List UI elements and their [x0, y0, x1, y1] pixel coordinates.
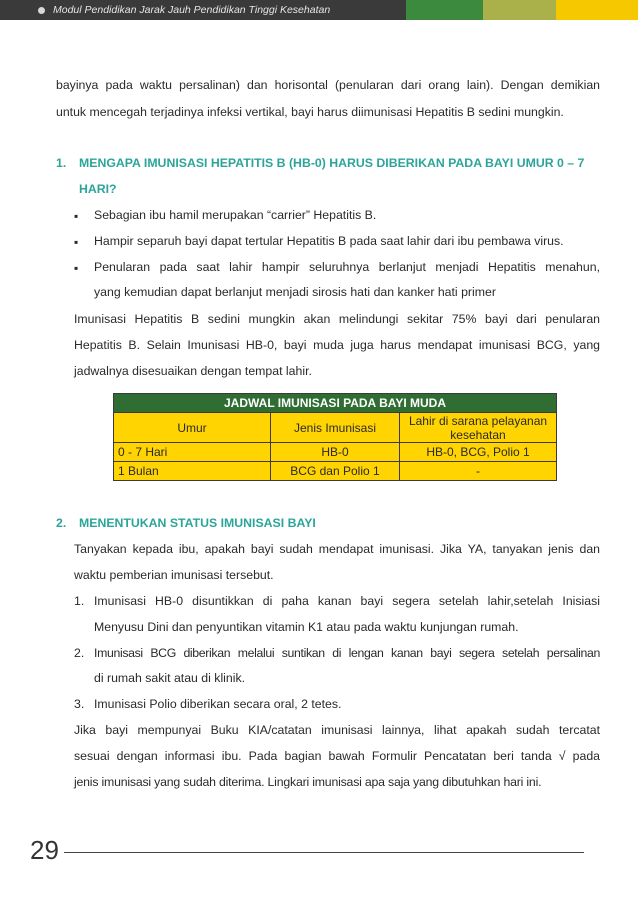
cell-umur: 0 - 7 Hari	[114, 443, 271, 462]
header-green-block	[406, 0, 483, 20]
list-item-line1: Imunisasi HB-0 disuntikkan di paha kanan bayi segera setelah lahir,setelah Inisiasi	[94, 594, 600, 608]
section2-para1-line2: waktu pemberian imunisasi tersebut.	[74, 568, 274, 582]
intro-line-1: bayinya pada waktu persalinan) dan horisontal (penularan dari orang lain). Dengan demikian	[56, 78, 600, 92]
bullet-marker: ▪	[74, 209, 79, 223]
column-header-umur: Umur	[114, 413, 271, 443]
list-item-number: 3.	[74, 697, 85, 711]
footer-rule	[64, 852, 584, 853]
intro-line-2: untuk mencegah terjadinya infeksi vertikal, bayi harus diimunisasi Hepatitis B sedini mungkin.	[56, 105, 564, 119]
header-bar	[0, 0, 638, 20]
column-header-lahir-line2: kesehatan	[450, 427, 506, 442]
section1-title-line2: HARI?	[79, 182, 117, 196]
section2-number: 2.	[56, 516, 67, 530]
header-yellow-block	[556, 0, 638, 20]
bullet-text-continued: yang kemudian dapat berlanjut menjadi sirosis hati dan kanker hati primer	[94, 285, 496, 299]
section2-para1-line1: Tanyakan kepada ibu, apakah bayi sudah mendapat imunisasi. Jika YA, tanyakan jenis dan	[74, 542, 600, 556]
immunization-schedule-table	[113, 393, 557, 481]
column-header-lahir	[400, 413, 557, 443]
bullet-text: Penularan pada saat lahir hampir seluruhnya berlanjut menjadi Hepatitis menahun,	[94, 260, 600, 274]
list-item-line2: di rumah sakit atau di klinik.	[94, 671, 246, 685]
section1-number: 1.	[56, 156, 67, 170]
section2-title: MENENTUKAN STATUS IMUNISASI BAYI	[79, 516, 316, 530]
section1-title-line1: MENGAPA IMUNISASI HEPATITIS B (HB-0) HARUS DIBERIKAN PADA BAYI UMUR 0 – 7	[79, 156, 585, 170]
bullet-text: Hampir separuh bayi dapat tertular Hepatitis B pada saat lahir dari ibu pembawa virus.	[94, 234, 564, 248]
header-title-segment	[0, 0, 406, 20]
page-number: 29	[30, 835, 59, 865]
table-title: JADWAL IMUNISASI PADA BAYI MUDA	[114, 394, 557, 413]
table-row	[114, 443, 557, 462]
section2-para2-line1: Jika bayi mempunyai Buku KIA/catatan imunisasi lainnya, lihat apakah sudah tercatat	[74, 723, 600, 737]
column-header-lahir-line1: Lahir di sarana pelayanan	[408, 413, 548, 428]
header-olive-block	[483, 0, 556, 20]
cell-jenis: BCG dan Polio 1	[271, 462, 400, 481]
table-row	[114, 462, 557, 481]
list-item-line2: Menyusu Dini dan penyuntikan vitamin K1 atau pada waktu kunjungan rumah.	[94, 620, 519, 634]
list-item-number: 1.	[74, 594, 85, 608]
bullet-marker: ▪	[74, 235, 79, 249]
list-item-line1: Imunisasi Polio diberikan secara oral, 2 tetes.	[94, 697, 342, 711]
bullet-text: Sebagian ibu hamil merupakan “carrier” Hepatitis B.	[94, 208, 377, 222]
cell-jenis: HB-0	[271, 443, 400, 462]
header-dot-icon	[38, 7, 45, 14]
cell-lahir: -	[400, 462, 557, 481]
section1-para-line3: jadwalnya disesuaikan dengan tempat lahir.	[74, 364, 312, 378]
section2-para2-line3: jenis imunisasi yang sudah diterima. Lingkari imunisasi apa saja yang dibutuhkan hari ini.	[74, 775, 542, 789]
bullet-marker: ▪	[74, 261, 79, 275]
column-header-jenis: Jenis Imunisasi	[271, 413, 400, 443]
cell-umur: 1 Bulan	[114, 462, 271, 481]
section1-para-line1: Imunisasi Hepatitis B sedini mungkin akan melindungi sekitar 75% bayi dari penularan	[74, 312, 600, 326]
section1-para-line2: Hepatitis B. Selain Imunisasi HB-0, bayi muda juga harus mendapat imunisasi BCG, yang	[74, 338, 600, 352]
section2-para2-line2: sesuai dengan informasi ibu. Pada bagian bawah Formulir Pencatatan beri tanda √ pada	[74, 749, 600, 763]
table-header-row	[114, 413, 557, 443]
list-item-line1: Imunisasi BCG diberikan melalui suntikan di lengan kanan bayi segera setelah persalinan	[94, 646, 600, 660]
list-item-number: 2.	[74, 646, 85, 660]
running-title: Modul Pendidikan Jarak Jauh Pendidikan Tinggi Kesehatan	[53, 4, 331, 16]
cell-lahir: HB-0, BCG, Polio 1	[400, 443, 557, 462]
